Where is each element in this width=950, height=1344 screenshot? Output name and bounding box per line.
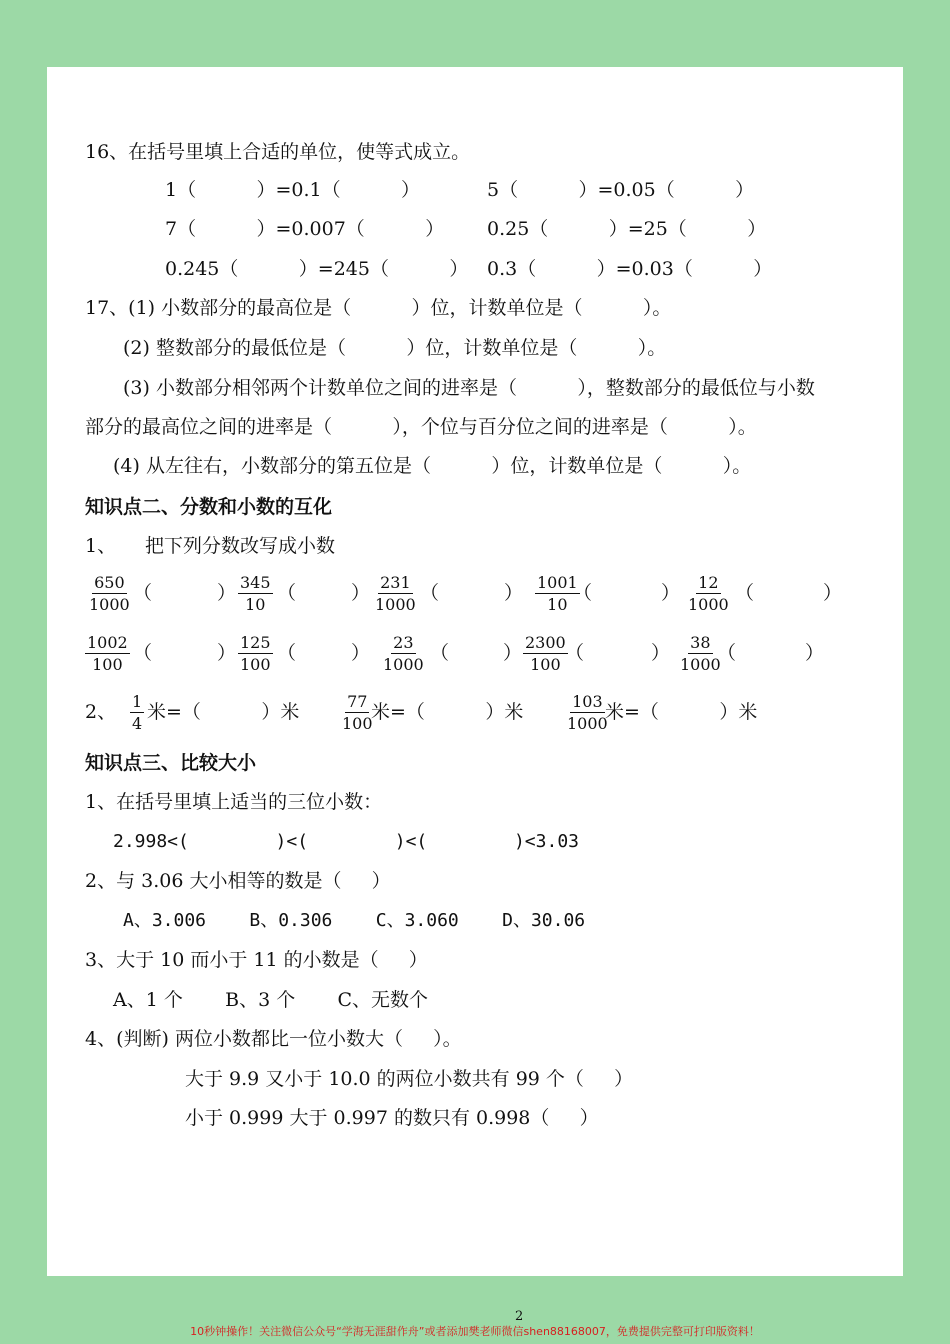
paren-close: ） — [217, 582, 237, 604]
paren-open: （ — [565, 642, 585, 664]
section3-heading: 知识点三、比较大小 — [85, 752, 257, 774]
section3-q4-a: 大于 9.9 又小于 10.0 的两位小数共有 99 个（ ） — [185, 1068, 634, 1090]
section3-q3: 3、大于 10 而小于 11 的小数是（ ） — [85, 949, 428, 971]
promo-footer: 10秒钟操作！关注微信公众号“学海无涯甜作舟”或者添加樊老师微信shen88168007，免费提供完整可打印版资料！ — [190, 1325, 760, 1338]
fraction-denominator: 100 — [530, 655, 561, 674]
fraction-denominator: 1000 — [383, 655, 424, 674]
fraction-item — [686, 573, 731, 614]
fraction-numerator: 2300 — [525, 633, 566, 652]
paren-close: ） — [217, 642, 237, 664]
fraction-denominator: 100 — [92, 655, 123, 674]
fraction-denominator: 10 — [547, 595, 568, 614]
paren-open: （ — [420, 582, 440, 604]
fraction-numerator: 345 — [240, 573, 271, 592]
fraction-item — [238, 633, 273, 674]
fraction-numerator: 103 — [572, 692, 603, 711]
paren-close: ） — [504, 582, 524, 604]
q17-line2: (2) 整数部分的最低位是（ ）位，计数单位是（ ）。 — [123, 337, 667, 359]
fraction-item — [678, 633, 723, 674]
fraction-item — [565, 692, 610, 733]
fraction-numerator: 38 — [690, 633, 711, 652]
section3-q4-b: 小于 0.999 大于 0.997 的数只有 0.998（ ） — [185, 1107, 599, 1129]
paren-close: ） — [805, 642, 825, 664]
page-number: 2 — [515, 1309, 524, 1324]
q16-row3-right: 0.3（ ）=0.03（ ） — [487, 258, 773, 280]
section3-q3-options: A、1 个 B、3 个 C、无数个 — [113, 989, 429, 1011]
fraction-item — [87, 573, 132, 614]
paren-open: （ — [573, 582, 593, 604]
fraction-denominator: 4 — [132, 714, 143, 733]
fraction-item — [523, 633, 568, 674]
section2-q1-label: 1、 — [85, 535, 117, 557]
fraction-item — [130, 692, 144, 733]
fraction-item — [373, 573, 418, 614]
paren-open: （ — [133, 642, 153, 664]
paren-close: ） — [661, 582, 681, 604]
section2-heading: 知识点二、分数和小数的互化 — [85, 496, 333, 518]
paren-close: ） — [823, 582, 843, 604]
fraction-item — [381, 633, 426, 674]
fraction-item — [340, 692, 375, 733]
section3-q2: 2、与 3.06 大小相等的数是（ ） — [85, 870, 391, 892]
fraction-numerator: 23 — [393, 633, 414, 652]
fraction-numerator: 231 — [380, 573, 411, 592]
q16-title: 16、在括号里填上合适的单位，使等式成立。 — [85, 141, 471, 163]
paren-open: （ — [735, 582, 755, 604]
worksheet-page — [47, 67, 903, 1324]
q17-line3: (3) 小数部分相邻两个计数单位之间的进率是（ ），整数部分的最低位与小数 — [123, 377, 815, 399]
paren-close: ） — [651, 642, 671, 664]
fraction-numerator: 1001 — [537, 573, 578, 592]
section2-q1-text: 把下列分数改写成小数 — [145, 535, 336, 557]
paren-open: （ — [430, 642, 450, 664]
paren-open: （ — [277, 642, 297, 664]
fraction-numerator: 1 — [132, 692, 143, 711]
fraction-denominator: 1000 — [688, 595, 729, 614]
fraction-numerator: 77 — [347, 692, 368, 711]
fraction-item — [85, 633, 130, 674]
paren-close: ） — [351, 582, 371, 604]
fraction-numerator: 1002 — [87, 633, 128, 652]
fraction-numerator: 125 — [240, 633, 271, 652]
q16-row1-right: 5（ ）=0.05（ ） — [487, 179, 755, 201]
fraction-numerator: 650 — [94, 573, 125, 592]
fraction-denominator: 1000 — [89, 595, 130, 614]
fraction-denominator: 10 — [245, 595, 266, 614]
q17-line5: (4) 从左往右，小数部分的第五位是（ ）位，计数单位是（ ）。 — [113, 455, 752, 477]
q16-row2-right: 0.25（ ）=25（ ） — [487, 218, 767, 240]
q17-line4: 部分的最高位之间的进率是（ ），个位与百分位之间的进率是（ ）。 — [85, 416, 757, 438]
q17-line1: 17、(1) 小数部分的最高位是（ ）位，计数单位是（ ）。 — [85, 297, 672, 319]
q16-row1-left: 1（ ）=0.1（ ） — [165, 179, 421, 201]
paren-open: （ — [277, 582, 297, 604]
fraction-numerator: 12 — [698, 573, 719, 592]
fraction-denominator: 100 — [342, 714, 373, 733]
section3-q2-options: A、3.006 B、0.306 C、3.060 D、30.06 — [123, 910, 586, 931]
fraction-denominator: 100 — [240, 655, 271, 674]
q16-row2-left: 7（ ）=0.007（ ） — [165, 218, 445, 240]
q16-row3-left: 0.245（ ）=245（ ） — [165, 258, 469, 280]
fraction-item — [238, 573, 273, 614]
section3-q1: 1、在括号里填上适当的三位小数： — [85, 791, 383, 813]
section3-q4: 4、(判断) 两位小数都比一位小数大（ ）。 — [85, 1028, 462, 1050]
fraction-denominator: 1000 — [375, 595, 416, 614]
fraction-denominator: 1000 — [680, 655, 721, 674]
section3-q1-line: 2.998<( )<( )<( )<3.03 — [113, 831, 579, 852]
paren-close: ） — [351, 642, 371, 664]
conversion-text: 米=（ ）米 — [147, 701, 300, 723]
paren-open: （ — [133, 582, 153, 604]
conversion-text: 米=（ ）米 — [371, 701, 524, 723]
conversion-text: 米=（ ）米 — [605, 701, 758, 723]
paren-open: （ — [717, 642, 737, 664]
section2-q2-label: 2、 — [85, 701, 117, 723]
paren-close: ） — [503, 642, 523, 664]
fraction-denominator: 1000 — [567, 714, 608, 733]
